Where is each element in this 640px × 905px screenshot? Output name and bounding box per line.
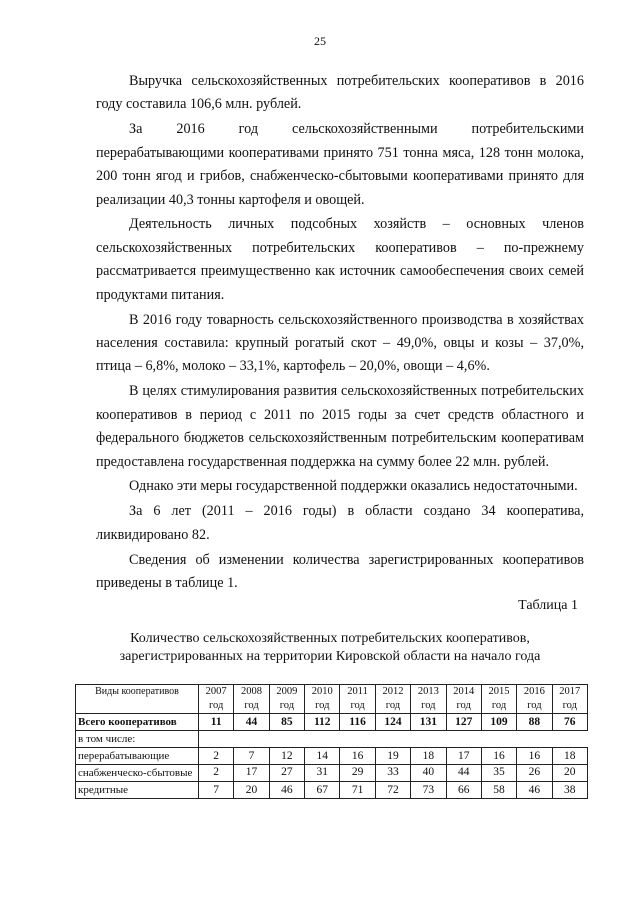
table-cell: 26 [517,765,552,782]
table-cell-empty [199,731,588,748]
table-cell: 131 [411,714,446,731]
row-label: снабженческо-сбытовые [76,765,199,782]
header-cooperative-type: Виды кооперативов [76,685,199,714]
cooperatives-table [75,684,588,799]
table-cell: 112 [305,714,340,731]
header-year: 2014 год [446,685,481,714]
table-cell: 66 [446,782,481,799]
table-cell: 44 [446,765,481,782]
table-cell: 46 [269,782,304,799]
table-cell: 85 [269,714,304,731]
table-cell: 2 [199,748,234,765]
table-cell: 27 [269,765,304,782]
header-year: 2007 год [199,685,234,714]
page-number: 25 [314,34,326,48]
table-cell: 40 [411,765,446,782]
table-cell: 16 [481,748,516,765]
table-cell: 29 [340,765,375,782]
header-year: 2013 год [411,685,446,714]
table-cell: 7 [199,782,234,799]
header-year: 2017 год [552,685,587,714]
header-year: 2008 год [234,685,269,714]
row-label: перерабатывающие [76,748,199,765]
paragraph: В целях стимулирования развития сельскохозяйственных потребительских кооперативов в период с 2011 по 2015 годы за счет средств областного и федерального бюджетов сельскохозяйственным потребительским кооперативам предоставлена государственная поддержка на сумму более 22 млн. рублей. [96,383,584,470]
header-year: 2015 год [481,685,516,714]
table-cell: 109 [481,714,516,731]
paragraph: В 2016 году товарность сельскохозяйственного производства в хозяйствах населения составила: крупный рогатый скот – 49,0%, овцы и козы – 37,0%, птица – 6,8%, молоко – 33,1%, картофель – 20,0%, овощи – 4,6%. [96,311,584,375]
table-cell: 12 [269,748,304,765]
table-cell: 58 [481,782,516,799]
table-cell: 7 [234,748,269,765]
table-cell: 16 [340,748,375,765]
table-label: Таблица 1 [518,598,578,613]
table-row [76,782,588,799]
row-label: кредитные [76,782,199,799]
row-label: Всего кооперативов [76,714,199,731]
table-cell: 46 [517,782,552,799]
paragraph: Выручка сельскохозяйственных потребительских кооперативов в 2016 году составила 106,6 млн. рублей. [96,73,584,113]
table-cell: 35 [481,765,516,782]
table-cell: 18 [552,748,587,765]
table-cell: 33 [375,765,410,782]
paragraph: За 6 лет (2011 – 2016 годы) в области создано 34 кооператива, ликвидировано 82. [96,503,584,543]
header-year: 2009 год [269,685,304,714]
table-cell: 71 [340,782,375,799]
table-cell: 18 [411,748,446,765]
table-cell: 2 [199,765,234,782]
table-title-line-2: зарегистрированных на территории Кировской области на начало года [119,649,541,664]
table-cell: 76 [552,714,587,731]
header-year: 2012 год [375,685,410,714]
header-year: 2010 год [305,685,340,714]
table-cell: 73 [411,782,446,799]
paragraph: Сведения об изменении количества зарегистрированных кооперативов приведены в таблице 1. [96,551,584,592]
table-cell: 19 [375,748,410,765]
table-cell: 38 [552,782,587,799]
body-text [96,70,584,597]
header-year: 2011 год [340,685,375,714]
table-cell: 20 [552,765,587,782]
table-row [76,765,588,782]
table-cell: 11 [199,714,234,731]
table-cell: 88 [517,714,552,731]
table-row [76,748,588,765]
table-cell: 31 [305,765,340,782]
table-cell: 16 [517,748,552,765]
row-label: в том числе: [76,731,199,748]
table-cell: 17 [446,748,481,765]
paragraph: Деятельность личных подсобных хозяйств – основных членов сельскохозяйственных потребительских кооперативов – по-прежнему рассматривается преимущественно как источник самообеспечения своих семей продуктами питания. [96,216,584,303]
table-cell: 20 [234,782,269,799]
table-cell: 14 [305,748,340,765]
table-row-total [76,714,588,731]
table-header-row [76,685,588,714]
table-row-including [76,731,588,748]
table-title-line-1: Количество сельскохозяйственных потребительских кооперативов, [130,631,530,646]
table-cell: 44 [234,714,269,731]
table-cell: 127 [446,714,481,731]
table-title [60,630,600,666]
paragraph: Однако эти меры государственной поддержки оказались недостаточными. [129,478,578,495]
table-cell: 72 [375,782,410,799]
paragraph: За 2016 год сельскохозяйственными потребительскими перерабатывающими кооперативами принято 751 тонна мяса, 128 тонн молока, 200 тонн ягод и грибов, снабженческо-сбытовыми кооперативами принято для реализации 40,3 тонны картофеля и овощей. [96,121,584,208]
table-cell: 116 [340,714,375,731]
header-year: 2016 год [517,685,552,714]
table-cell: 124 [375,714,410,731]
table-cell: 67 [305,782,340,799]
table-cell: 17 [234,765,269,782]
